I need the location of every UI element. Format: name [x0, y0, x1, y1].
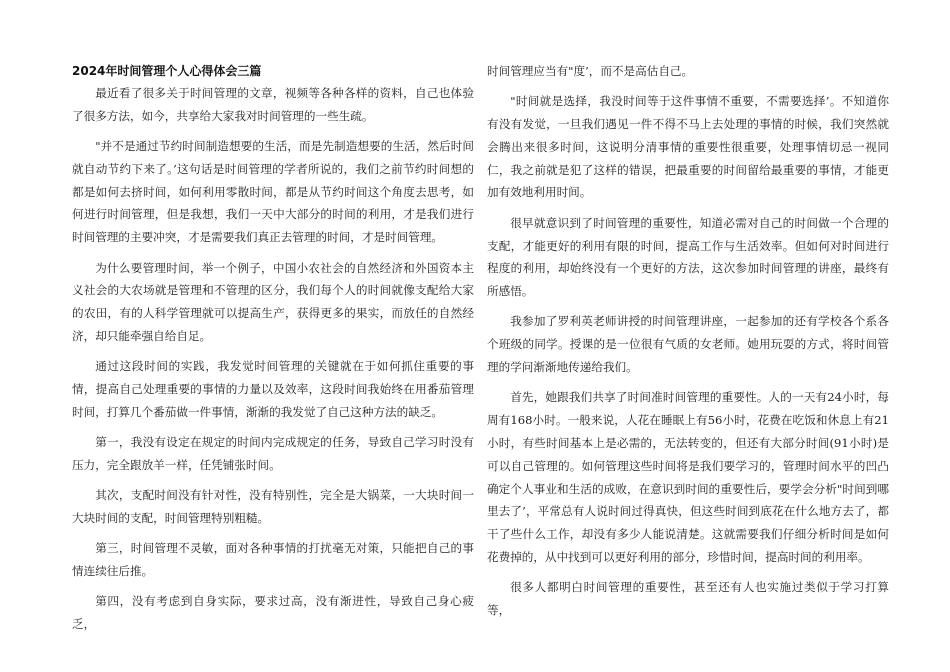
paragraph: 我参加了罗利英老师讲授的时间管理讲座，一起参加的还有学校各个系各个班级的同学。授课的是一位很有气质的女老师。她用玩耍的方式，将时间管理的学问渐渐地传递给我们。	[487, 314, 889, 375]
paragraph: 很多人都明白时间管理的重要性，甚至还有人也实施过类似于学习打算等，	[487, 580, 889, 618]
paragraph: "并不是通过节约时间制造想要的生活，而是先制造想要的生活，然后时间就自动节约下来了。’这句话是时间管理的学者所说的，我们之前节约时间想的都是如何去挤时间，如何利用零散时间，都是从节约时间这个角度去思考，如何进行时间管理，但是我想，我们一天中大部分的时间的利用，才是我们进行时间管理的主要冲突，才是需要我们真正去管理的时间，才是时间管理。	[72, 139, 474, 245]
paragraph: 很早就意识到了时间管理的重要性，知道必需对自己的时间做一个合理的支配，才能更好的利用有限的时间，提高工作与生活效率。但如何对时间进行程度的利用，却始终没有一个更好的方法，这次参加时间管理的讲座，最终有所感悟。	[487, 215, 889, 299]
paragraph: 通过这段时间的实践，我发觉时间管理的关键就在于如何抓住重要的事情，提高自己处理重要的事情的力量以及效率，这段时间我始终在用番茄管理时间，打算几个番茄做一件事情，渐渐的我发觉了自己这种方法的缺乏。	[72, 359, 474, 419]
right-column	[487, 60, 889, 629]
paragraph: "时间就是选择，我没时间等于这件事情不重要，不需要选择’。不知道你有没有发觉，一旦我们遇见一件不得不马上去处理的事情的时候，我们突然就会腾出来很多时间，这说明分清事情的重要性很重要，处理事情切忌一视同仁，我之前就是犯了这样的错误，把最重要的时间留给最重要的事情，才能更加有效地利用时间。	[487, 94, 889, 200]
paragraph-continuation: 时间管理应当有"度’，而不是高估自己。	[487, 64, 694, 78]
left-column	[72, 60, 474, 644]
paragraph: 最近看了很多关于时间管理的文章，视频等各种各样的资料，自己也体验了很多方法，如今，共享给大家我对时间管理的一些生疏。	[72, 86, 474, 123]
paragraph: 第四，没有考虑到自身实际，要求过高，没有渐进性，导致自己身心疲乏，	[72, 594, 474, 632]
document-title: 2024年时间管理个人心得体会三篇	[72, 64, 262, 78]
paragraph: 第三，时间管理不灵敏，面对各种事情的打扰毫无对策，只能把自己的事情连续往后推。	[72, 541, 474, 579]
paragraph: 其次，支配时间没有针对性，没有特别性，完全是大锅菜，一大块时间一大块时间的支配，时间管理特别粗糙。	[72, 488, 474, 526]
paragraph: 首先，她跟我们共享了时间准时间管理的重要性。人的一天有24小时，每周有168小时。一般来说，人花在睡眠上有56小时，花费在吃饭和休息上有21小时，有些时间基本上是必需的，无法转变的，但还有大部分时间(91小时)是可以自己管理的。如何管理这些时间将是我们要学习的，管理时间水平的凹凸确定个人事业和生活的成败，在意识到时间的重要性后，要学会分析"时间到哪里去了’，平常总有人说时间过得真快，但这些时间到底花在什么地方去了，都干了些什么工作，却没有多少人能说清楚。这就需要我们仔细分析时间是如何花费掉的，从中找到可以更好利用的部分，珍惜时间，提高时间的利用率。	[487, 390, 889, 564]
paragraph: 为什么要管理时间，举一个例子，中国小农社会的自然经济和外国资本主义社会的大农场就是管理和不管理的区分，我们每个人的时间就像支配给大家的农田，有的人科学管理就可以提高生产，获得更多的果实，而放任的自然经济，却只能牵强自给自足。	[72, 260, 474, 343]
paragraph: 第一，我没有设定在规定的时间内完成规定的任务，导致自己学习时没有压力，完全跟放羊一样，任凭铺张时间。	[72, 435, 474, 472]
